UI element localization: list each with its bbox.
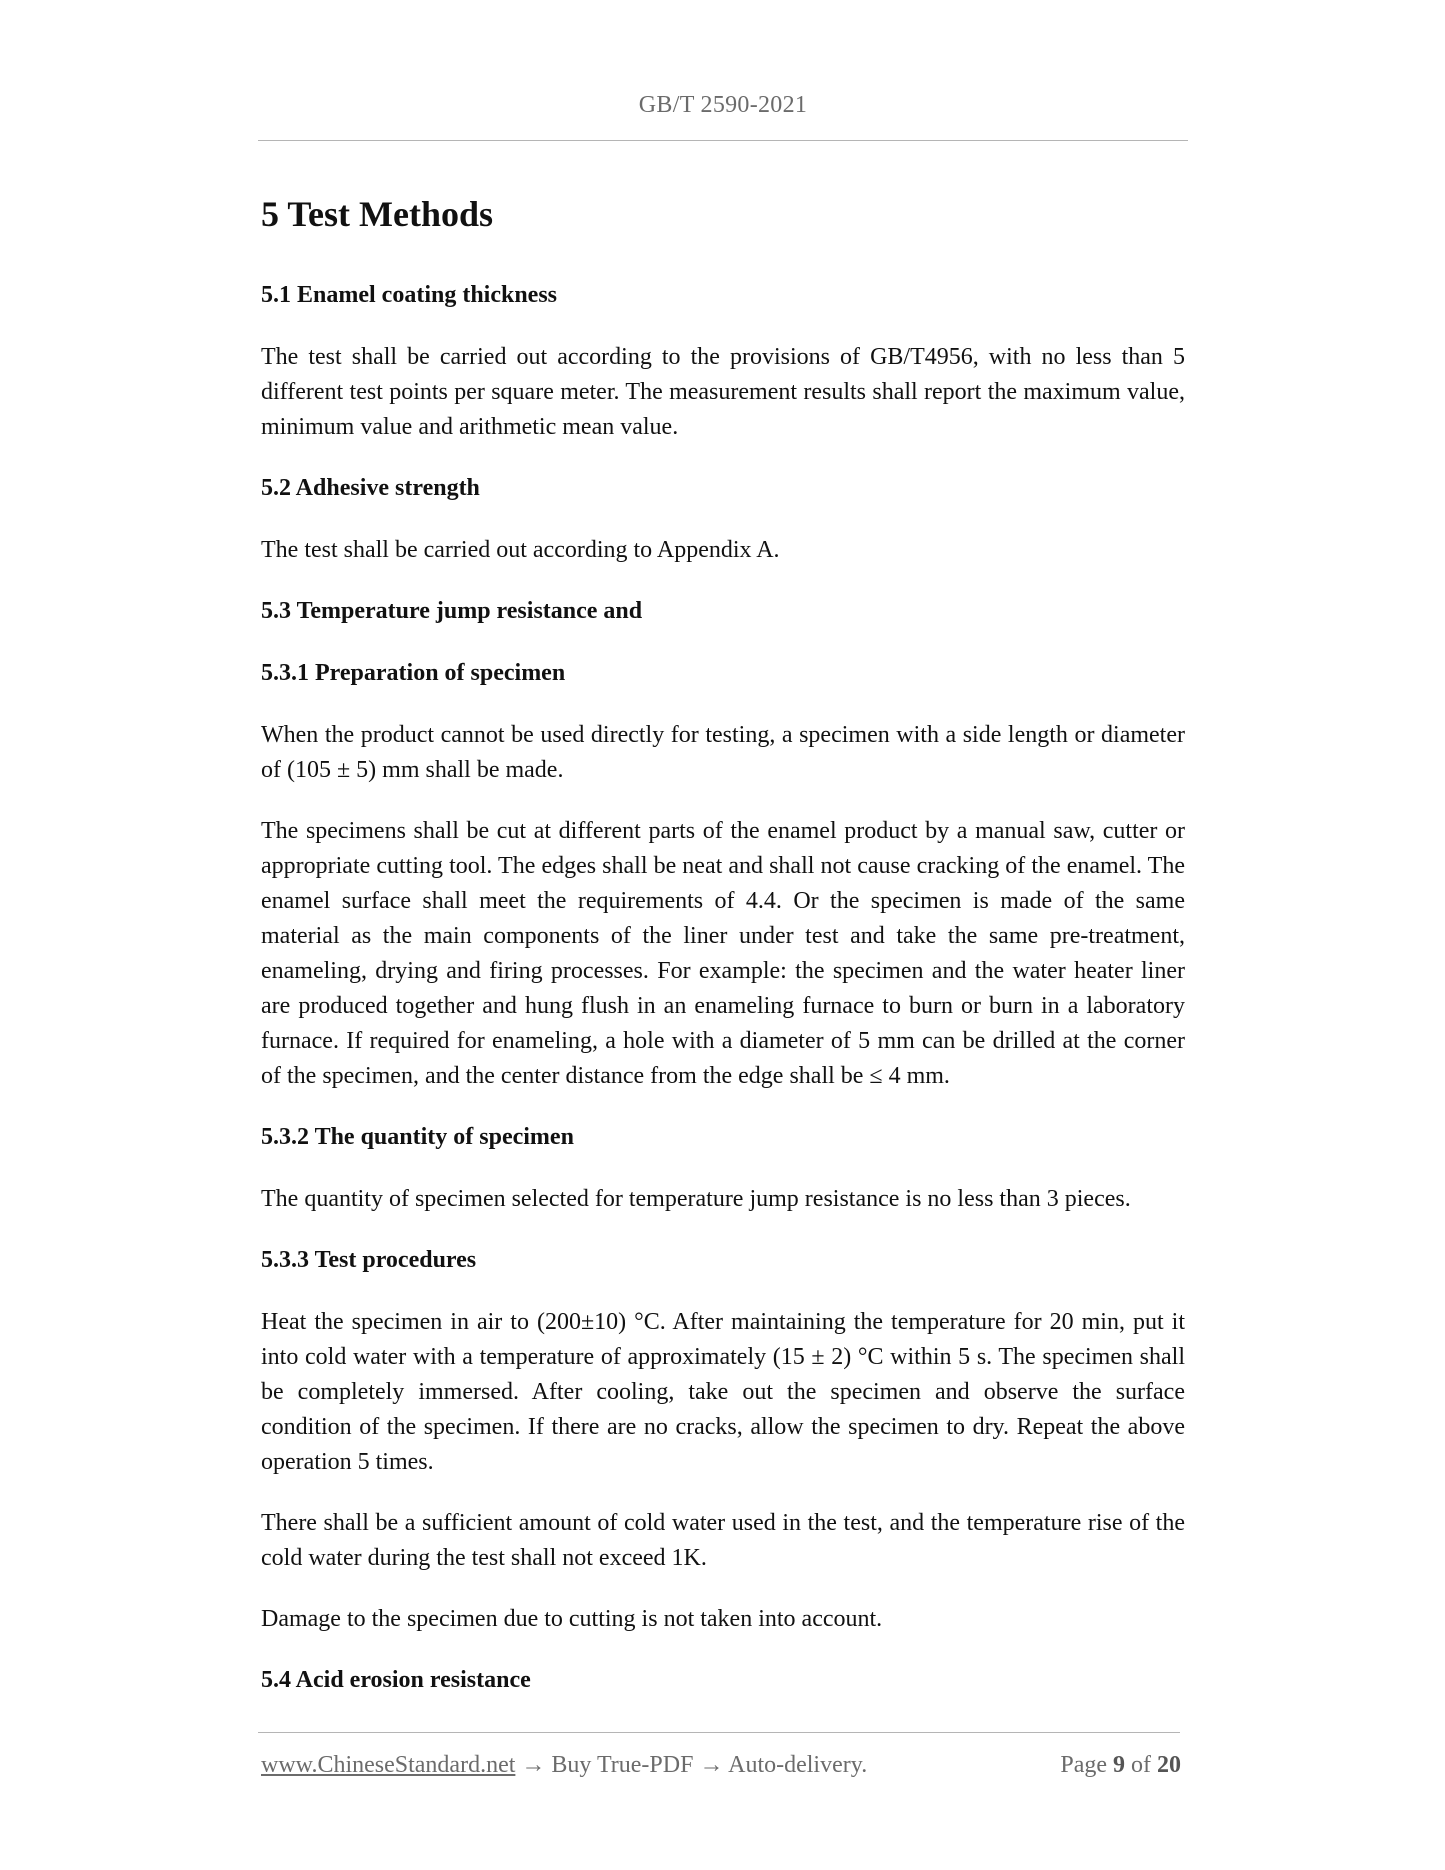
- footer-promo: [261, 1748, 867, 1782]
- footer-tagline: → Buy True-PDF → Auto-delivery.: [515, 1752, 868, 1778]
- paragraph: When the product cannot be used directly for testing, a specimen with a side length or diameter of (105 ± 5) mm shall be made.: [261, 722, 1185, 783]
- total-pages-number: 20: [1157, 1752, 1181, 1778]
- document-body: [261, 190, 1185, 1725]
- section-heading-5-3-3: 5.3.3 Test procedures: [261, 1247, 477, 1273]
- chapter-title: 5 Test Methods: [261, 194, 494, 234]
- section-heading-5-3-2: 5.3.2 The quantity of specimen: [261, 1124, 574, 1150]
- paragraph: There shall be a sufficient amount of cold water used in the test, and the temperature rise of the cold water during the test shall not exceed 1K.: [261, 1510, 1185, 1571]
- of-label: of: [1131, 1752, 1151, 1778]
- section-heading-5-2: 5.2 Adhesive strength: [261, 475, 480, 501]
- paragraph: The quantity of specimen selected for temperature jump resistance is no less than 3 pieces.: [261, 1186, 1131, 1212]
- footer-divider: [258, 1732, 1180, 1733]
- paragraph: Damage to the specimen due to cutting is not taken into account.: [261, 1606, 883, 1632]
- page-label: Page: [1060, 1752, 1107, 1778]
- paragraph: The test shall be carried out according to Appendix A.: [261, 537, 780, 563]
- section-heading-5-4: 5.4 Acid erosion resistance: [261, 1667, 531, 1693]
- paragraph: Heat the specimen in air to (200±10) °C. After maintaining the temperature for 20 min, put it into cold water with a temperature of approximately (15 ± 2) °C within 5 s. The specimen shall be completely immersed. After cooling, take out the specimen and observe the surface condition of the specimen. If there are no cracks, allow the specimen to dry. Repeat the above operation 5 times.: [261, 1309, 1185, 1475]
- website-link[interactable]: www.ChineseStandard.net: [261, 1752, 516, 1778]
- paragraph: The specimens shall be cut at different parts of the enamel product by a manual saw, cutter or appropriate cutting tool. The edges shall be neat and shall not cause cracking of the enamel. The enamel surface shall meet the requirements of 4.4. Or the specimen is made of the same material as the main components of the liner under test and take the same pre-treatment, enameling, drying and firing processes. For example: the specimen and the water heater liner are produced together and hung flush in an enameling furnace to burn or burn in a laboratory furnace. If required for enameling, a hole with a diameter of 5 mm can be drilled at the corner of the specimen, and the center distance from the edge shall be ≤ 4 mm.: [261, 818, 1185, 1089]
- header-divider: [258, 140, 1188, 141]
- paragraph: The test shall be carried out according to the provisions of GB/T4956, with no less than 5 different test points per square meter. The measurement results shall report the maximum value, minimum value and arithmetic mean value.: [261, 344, 1185, 440]
- page-indicator: [1060, 1748, 1181, 1782]
- current-page-number: 9: [1113, 1752, 1125, 1778]
- section-heading-5-3-1: 5.3.1 Preparation of specimen: [261, 660, 566, 686]
- section-heading-5-1: 5.1 Enamel coating thickness: [261, 282, 558, 308]
- section-heading-5-3: 5.3 Temperature jump resistance and: [261, 598, 643, 624]
- page-header: GB/T 2590-2021: [638, 92, 808, 118]
